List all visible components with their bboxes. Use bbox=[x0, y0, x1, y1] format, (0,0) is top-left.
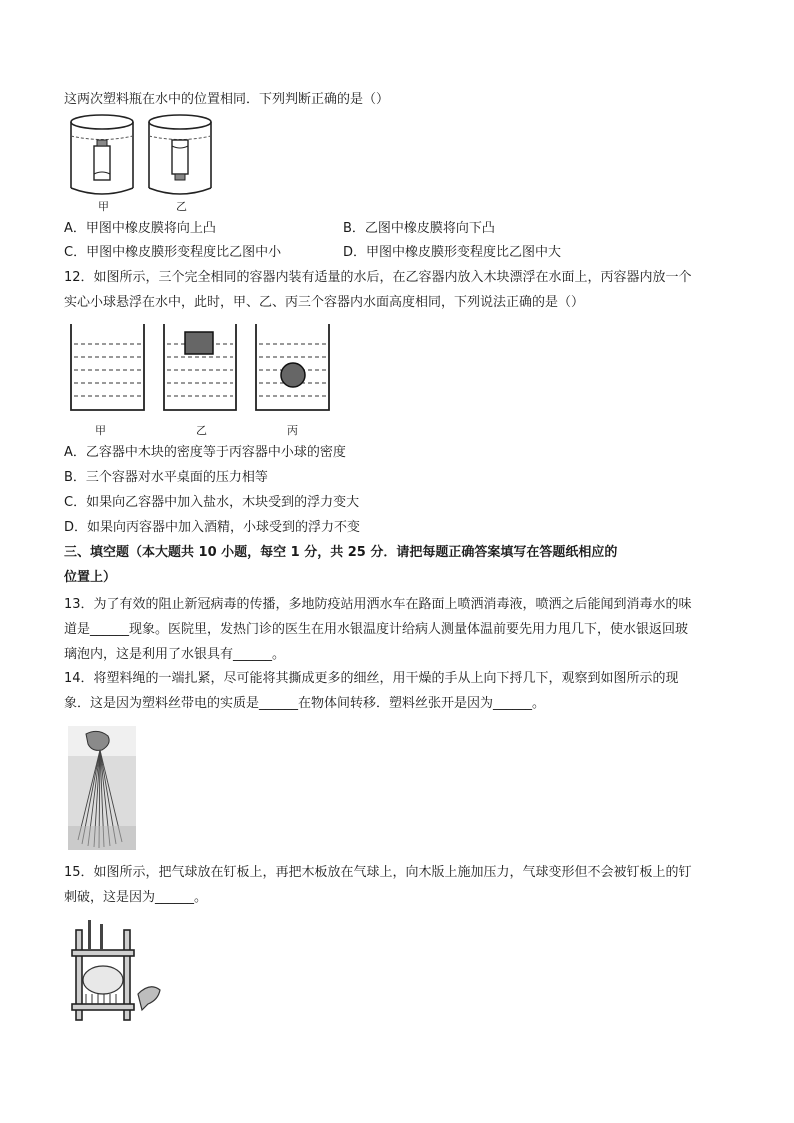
q14-line2: 象．这是因为塑料丝带电的实质是______在物体间转移．塑料丝张开是因为______。 bbox=[64, 696, 546, 711]
q11-option-a: A．甲图中橡皮膜将向上凸 bbox=[64, 221, 216, 236]
q11-label-yi: 乙 bbox=[176, 200, 187, 213]
q14-line1: 14．将塑料绳的一端扎紧，尽可能将其撕成更多的细丝，用干燥的手从上向下捋几下，观察到如图所示的现 bbox=[64, 671, 679, 686]
q15-figure-balloon-nail-board bbox=[70, 920, 166, 1024]
section3-title-line2: 位置上） bbox=[64, 570, 117, 585]
q12-stem-line2: 实心小球悬浮在水中，此时，甲、乙、丙三个容器内水面高度相同，下列说法正确的是（） bbox=[64, 295, 585, 310]
q12-option-a: A．乙容器中木块的密度等于丙容器中小球的密度 bbox=[64, 445, 346, 460]
q11-figure-bottles-in-water bbox=[66, 112, 236, 216]
q12-label-yi: 乙 bbox=[196, 424, 207, 437]
q11-option-d: D．甲图中橡皮膜形变程度比乙图中大 bbox=[343, 245, 562, 260]
q11-label-jia: 甲 bbox=[98, 200, 109, 213]
q14-photo-plastic-strands bbox=[68, 726, 136, 850]
q12-option-d: D．如果向丙容器中加入酒精，小球受到的浮力不变 bbox=[64, 520, 361, 535]
q11-option-b: B．乙图中橡皮膜将向下凸 bbox=[343, 221, 495, 236]
q15-line2: 刺破，这是因为______。 bbox=[64, 890, 208, 905]
q12-option-c: C．如果向乙容器中加入盐水，木块受到的浮力变大 bbox=[64, 495, 360, 510]
q11-stem-tail: 这两次塑料瓶在水中的位置相同．下列判断正确的是（） bbox=[64, 92, 390, 107]
q12-label-bing: 丙 bbox=[287, 424, 298, 437]
q15-line1: 15．如图所示，把气球放在钉板上，再把木板放在气球上，向木版上施加压力，气球变形但不会被钉板上的钉 bbox=[64, 865, 692, 880]
q13-line1: 13．为了有效的阻止新冠病毒的传播，多地防疫站用洒水车在路面上喷洒消毒液，喷洒之后能闻到消毒水的味 bbox=[64, 597, 692, 612]
q12-figure-three-containers bbox=[66, 320, 336, 416]
q12-stem-line1: 12．如图所示，三个完全相同的容器内装有适量的水后，在乙容器内放入木块漂浮在水面上，丙容器内放一个 bbox=[64, 270, 692, 285]
q13-line3: 璃泡内，这是利用了水银具有______。 bbox=[64, 647, 286, 662]
q12-label-jia: 甲 bbox=[95, 424, 106, 437]
q12-option-b: B．三个容器对水平桌面的压力相等 bbox=[64, 470, 268, 485]
q11-option-c: C．甲图中橡皮膜形变程度比乙图中小 bbox=[64, 245, 282, 260]
q13-line2: 道是______现象。医院里，发热门诊的医生在用水银温度计给病人测量体温前要先用力甩几下，使水银返回玻 bbox=[64, 622, 689, 637]
section3-title-line1: 三、填空题（本大题共 10 小题，每空 1 分，共 25 分．请把每题正确答案填写在答题纸相应的 bbox=[64, 545, 618, 560]
